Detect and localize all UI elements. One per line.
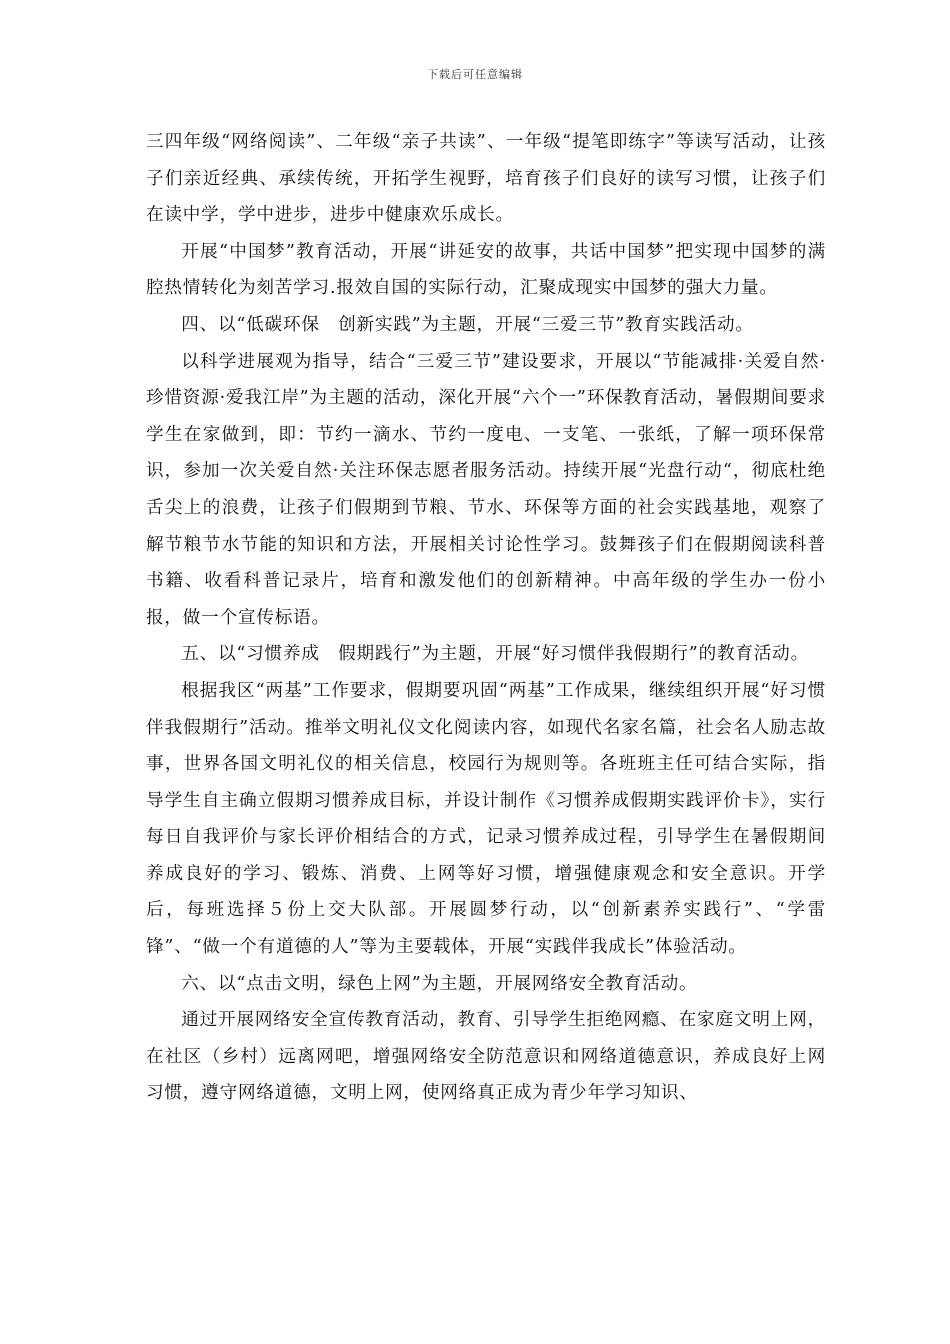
paragraph-environmental-practice: 以科学进展观为指导，结合“三爱三节”建设要求，开展以“节能减排·关爱自然·珍惜资源·爱我江岸”为主题的活动，深化开展“六个一”环保教育活动，暑假期间要求学生在家做到，即：节约一滴水、节约一度电、一支笔、一张纸，了解一项环保常识，参加一次关爱自然·关注环保志愿者服务活动。持续开展“光盘行动“，彻底杜绝舌尖上的浪费，让孩子们假期到节粮、节水、环保等方面的社会实践基地，观察了解节粮节水节能的知识和方法，开展相关讨论性学习。鼓舞孩子们在假期阅读科普书籍、收看科普记录片，培育和激发他们的创新精神。中高年级的学生办一份小报，做一个宣传标语。 bbox=[146, 351, 826, 628]
document-body bbox=[146, 124, 826, 1112]
section-heading-six: 六、以“点击文明，绿色上网”为主题，开展网络安全教育活动。 bbox=[181, 973, 698, 994]
paragraph-reading-activities: 三四年级“网络阅读”、二年级“亲子共读”、一年级“提笔即练字”等读写活动，让孩子们亲近经典、承续传统，开拓学生视野，培育孩子们良好的读写习惯，让孩子们在读中学，学中进步，进步中健康欢乐成长。 bbox=[146, 132, 826, 226]
page-header: 下载后可任意编辑 bbox=[427, 68, 523, 81]
section-heading-four: 四、以“低碳环保 创新实践”为主题，开展“三爱三节”教育实践活动。 bbox=[181, 314, 754, 335]
paragraph-network-safety: 通过开展网络安全宣传教育活动，教育、引导学生拒绝网瘾、在家庭文明上网，在社区（乡村）远离网吧，增强网络安全防范意识和网络道德意识，养成良好上网习惯，遵守网络道德，文明上网，使网络真正成为青少年学习知识、 bbox=[146, 1010, 826, 1104]
paragraph-china-dream: 开展“中国梦”教育活动，开展“讲延安的故事，共话中国梦”把实现中国梦的满腔热情转化为刻苦学习.报效自国的实际行动，汇聚成现实中国梦的强大力量。 bbox=[146, 241, 826, 299]
section-heading-five: 五、以“习惯养成 假期践行”为主题，开展“好习惯伴我假期行”的教育活动。 bbox=[181, 644, 809, 665]
paragraph-good-habits: 根据我区“两基”工作要求，假期要巩固“两基”工作成果，继续组织开展“好习惯伴我假期行”活动。推举文明礼仪文化阅读内容，如现代名家名篇，社会名人励志故事，世界各国文明礼仪的相关信息，校园行为规则等。各班班主任可结合实际，指导学生自主确立假期习惯养成目标，并设计制作《习惯养成假期实践评价卡》，实行每日自我评价与家长评价相结合的方式，记录习惯养成过程，引导学生在暑假期间养成良好的学习、锻炼、消费、上网等好习惯，增强健康观念和安全意识。开学后，每班选择５份上交大队部。开展圆梦行动，以“创新素养实践行”、“学雷锋”、“做一个有道德的人”等为主要载体，开展“实践伴我成长”体验活动。 bbox=[146, 680, 826, 958]
